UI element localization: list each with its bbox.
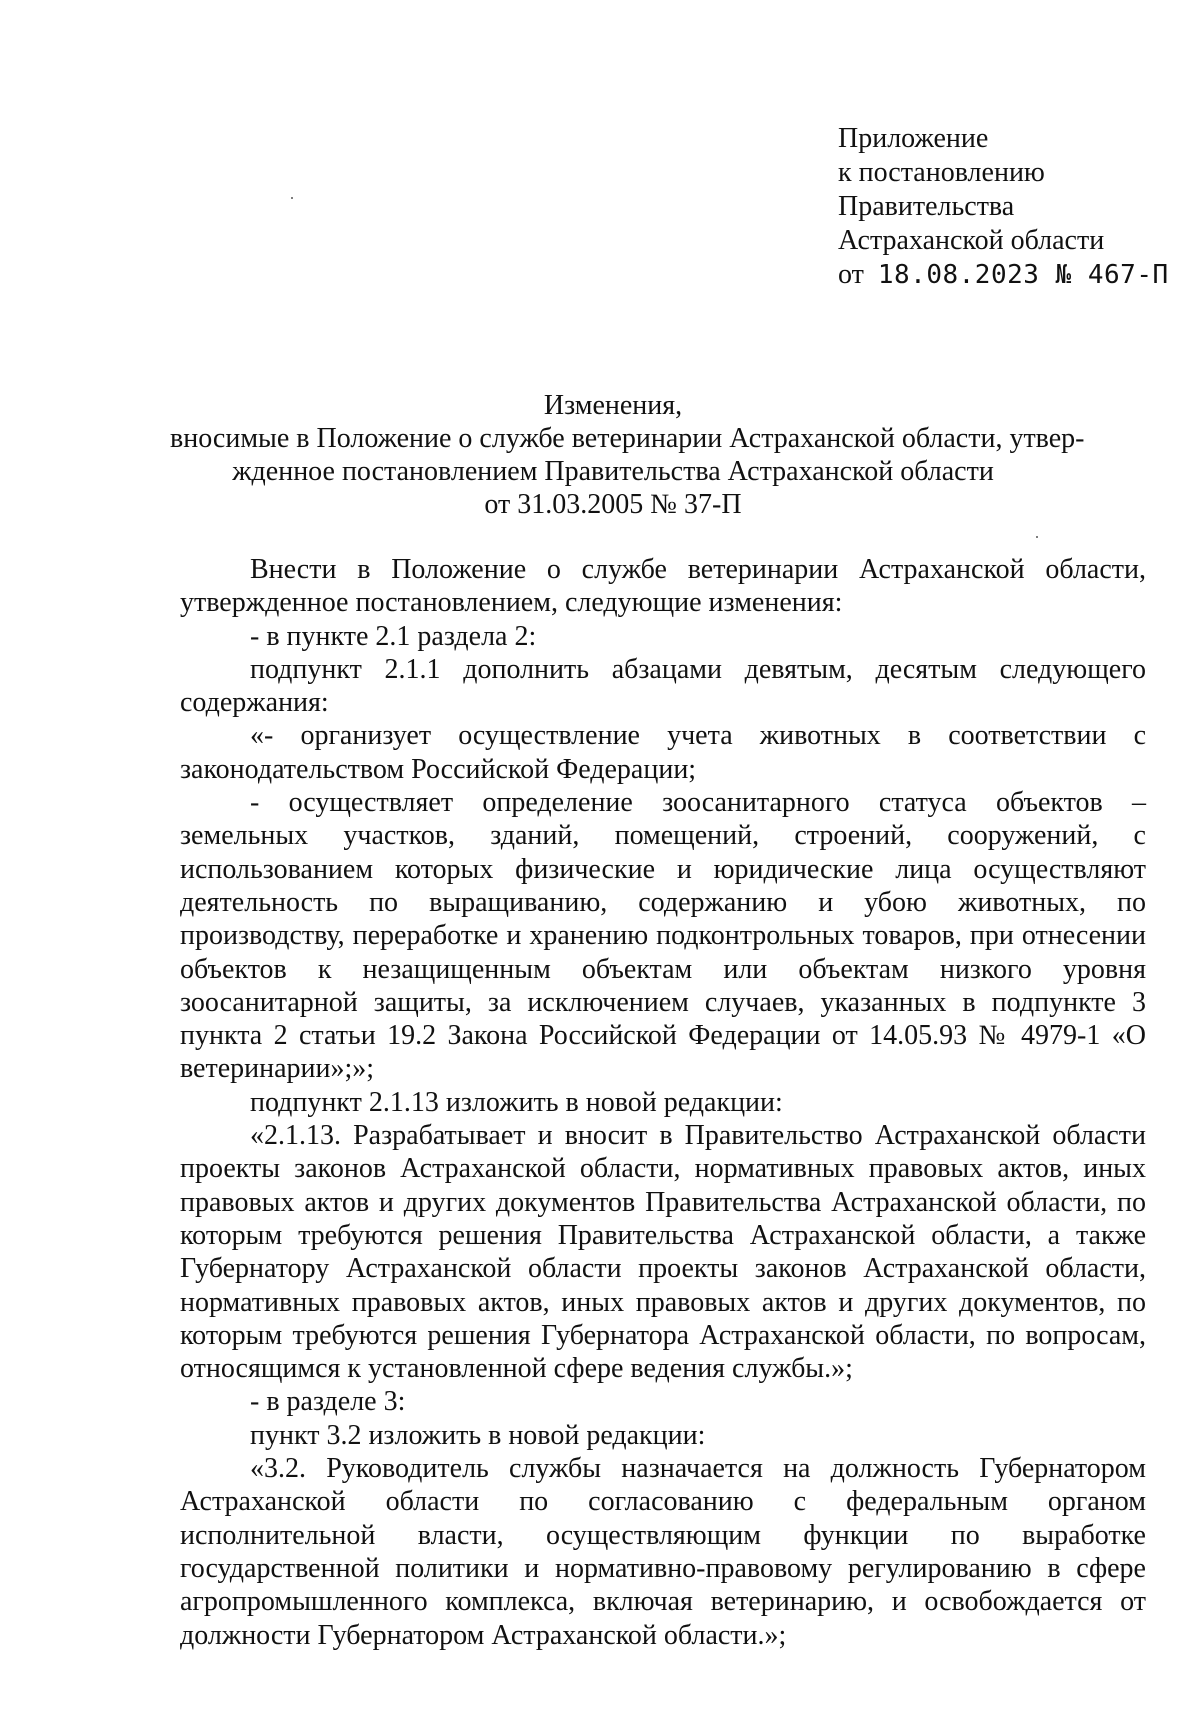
body-paragraph: - осуществляет определение зоосанитарного статуса объектов – земельных участков, зданий, помещений, строений, сооружений, с использованием которых физические и юридические лица осуществляют деятельность по выращиванию, содержанию и убою животных, по производству, переработке и хранению подконтрольных товаров, при отнесении объектов к незащищенным объектам или объектам низкого уровня зоосанитарной защиты, за исключением случаев, указанных в подпункте 3 пункта 2 статьи 19.2 Закона Российской Федерации от 14.05.93 № 4979-1 «О ветеринарии»;»;: [180, 787, 1146, 1085]
attachment-line: к постановлению: [838, 157, 1045, 188]
document-heading: [170, 389, 1085, 521]
heading-line: от 31.03.2005 № 37-П: [484, 489, 742, 520]
attachment-block: [838, 122, 1169, 292]
heading-line: вносимые в Положение о службе ветеринарии Астраханской области, утвер-: [170, 423, 1085, 454]
attachment-line: Приложение: [838, 123, 989, 154]
heading-line: Изменения,: [543, 390, 683, 421]
attachment-date-line: [838, 258, 1169, 292]
scan-speck: [291, 197, 293, 199]
attachment-line: Астраханской области: [838, 225, 1105, 256]
date-stamp: 18.08.2023 № 467-П: [877, 260, 1169, 290]
body-paragraph: - в разделе 3:: [250, 1386, 406, 1418]
body-paragraph: Внести в Положение о службе ветеринарии Астраханской области, утвержденное постановлением, следующие изменения:: [180, 554, 1146, 619]
heading-line: жденное постановлением Правительства Астраханской области: [232, 456, 994, 487]
body-paragraph: подпункт 2.1.1 дополнить абзацами девятым, десятым следующего содержания:: [180, 653, 1146, 719]
attachment-line: Правительства: [838, 191, 1015, 222]
scan-speck: [1036, 536, 1038, 538]
date-prefix: от: [838, 259, 864, 290]
body-paragraph: - в пункте 2.1 раздела 2:: [250, 620, 537, 652]
body-paragraph: «2.1.13. Разрабатывает и вносит в Правительство Астраханской области проекты законов Астраханской области, нормативных правовых актов, иных правовых актов и других документов Правительства Астраханской области, по которым требуются решения Правительства Астраханской области, а также Губернатору Астраханской области проекты законов Астраханской области, нормативных правовых актов, иных правовых актов и других документов, по которым требуются решения Губернатора Астраханской области, по вопросам, относящимся к установленной сфере ведения службы.»;: [180, 1120, 1146, 1385]
document-body: [180, 553, 1146, 1652]
body-paragraph: пункт 3.2 изложить в новой редакции:: [250, 1419, 706, 1451]
body-paragraph: «3.2. Руководитель службы назначается на должность Губернатором Астраханской области по согласованию с федеральным органом исполнительной власти, осуществляющим функции по выработке государственной политики и нормативно-правовому регулированию в сфере агропромышленного комплекса, включая ветеринарию, и освобождается от должности Губернатором Астраханской области.»;: [180, 1453, 1146, 1651]
body-paragraph: подпункт 2.1.13 изложить в новой редакции:: [250, 1086, 783, 1118]
body-paragraph: «- организует осуществление учета животных в соответствии с законодательством Российской Федерации;: [180, 720, 1146, 785]
